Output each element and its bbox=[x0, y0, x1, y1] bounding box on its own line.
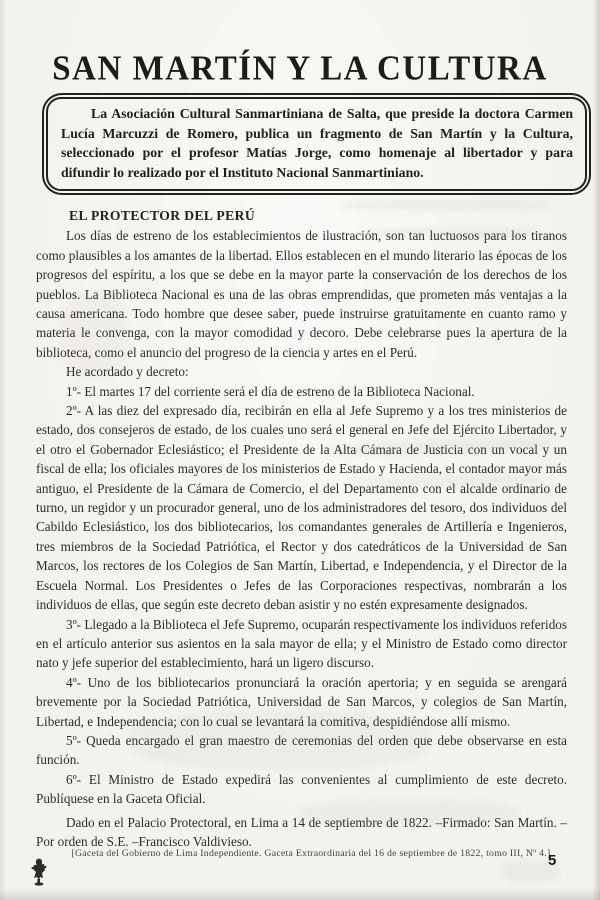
editorial-note-frame bbox=[42, 93, 591, 195]
page-title: SAN MARTÍN Y LA CULTURA bbox=[52, 49, 548, 88]
paragraph: Los días de estreno de los establecimientos de ilustración, son tan luctuosos para los tiranos como plausibles a los amantes de la libertad. Ellos establecen en el mundo literario las épocas de los progresos del espíritu, a los que se debe en la mayor parte la conservación de los derechos de los pueblos. La Biblioteca Nacional es una de las obras emprendidas, que prometen más ventajas a la causa americana. Todo hombre que desee saber, puede instruirse gratuitamente en cuanto ramo y materia le convenga, con la mayor comodidad y decoro. Debe celebrarse pues la apertura de la biblioteca, como el anuncio del progreso de la ciencia y artes en el Perú. bbox=[36, 228, 567, 360]
paragraph: 5º- Queda encargado el gran maestro de ceremonias del orden que debe observarse en esta función. bbox=[36, 732, 567, 768]
paragraph: 2º- A las diez del expresado día, recibirán en ella al Jefe Supremo y a los tres ministerios de estado, dos consejeros de estado, de los cuales uno será el general en Jefe del Ejército Libertador, y el otro el Gobernador Eclesiástico; el Presidente de la Alta Cámara de Justicia con un vocal y un fiscal de ella; los oficiales mayores de los ministerios de Estado y Hacienda, el contador mayor más antiguo, el Presidente de la Cámara de Comercio, el del Departamento con el alcalde ordinario de turno, un regidor y un procurador general, uno de los administradores del tesoro, dos individuos del Cabildo Eclesiástico, los dos bibliotecarios, los comandantes generales de Artillería e Ingenieros, tres miembros de la Sociedad Patriótica, el Rector y dos catedráticos de la Universidad de San Marcos, los rectores de los Colegios de San Martín, Libertad, e Independencia, y el Director de la Escuela Normal. Los Presidentes o Jefes de las Corporaciones respectivas, nombrarán a los individuos de ellas, que según este decreto deban asistir y no estén expresamente designados. bbox=[36, 403, 567, 613]
paragraph: 6º- El Ministro de Estado expedirá las convenientes al cumplimiento de este decreto. Publíquese en la Gaceta Oficial. bbox=[36, 771, 567, 807]
page-number: 5 bbox=[548, 852, 557, 869]
section-heading: EL PROTECTOR DEL PERÚ bbox=[69, 208, 256, 224]
paragraph: 4º- Uno de los bibliotecarios pronunciará la oración apertoria; y en seguida se arengará brevemente por la Sociedad Patriótica, Universidad de San Marcos, y colegios de San Martín, Libertad, e Independencia; con lo cual se levantará la comitiva, despidiéndose allí mismo. bbox=[36, 674, 567, 729]
paragraph: 3º- Llegado a la Biblioteca el Jefe Supremo, ocuparán respectivamente los individuos referidos en el artículo anterior sus asientos en la sala mayor de ella; y el Ministro de Estado como director nato y jefe superior del establecimiento, hará un ligero discurso. bbox=[36, 616, 568, 671]
printer-mark-icon bbox=[30, 856, 48, 886]
editorial-note-inner-frame bbox=[46, 97, 587, 191]
article-body bbox=[36, 208, 567, 851]
paragraph-closing: Dado en el Palacio Protectoral, en Lima a 14 de septiembre de 1822. –Firmado: San Martín. –Por orden de S.E. –Francisco Valdivieso. bbox=[36, 814, 567, 849]
editorial-note-text: La Asociación Cultural Sanmartiniana de Salta, que preside la doctora Carmen Lucía Marcuzzi de Romero, publica un fragmento de San Martín y la Cultura, seleccionado por el profesor Matías Jorge, como homenaje al libertador y para difundir lo realizado por el Instituto Nacional Sanmartiniano. bbox=[61, 106, 573, 180]
source-citation: [Gaceta del Gobierno de Lima Independiente. Gaceta Extraordinaria del 16 de septiembre de 1822, tomo III, Nº 4.] bbox=[71, 848, 551, 859]
paragraph: 1º- El martes 17 del corriente será el día de estreno de la Biblioteca Nacional. bbox=[66, 383, 475, 399]
paragraph: He acordado y decreto: bbox=[66, 364, 189, 380]
